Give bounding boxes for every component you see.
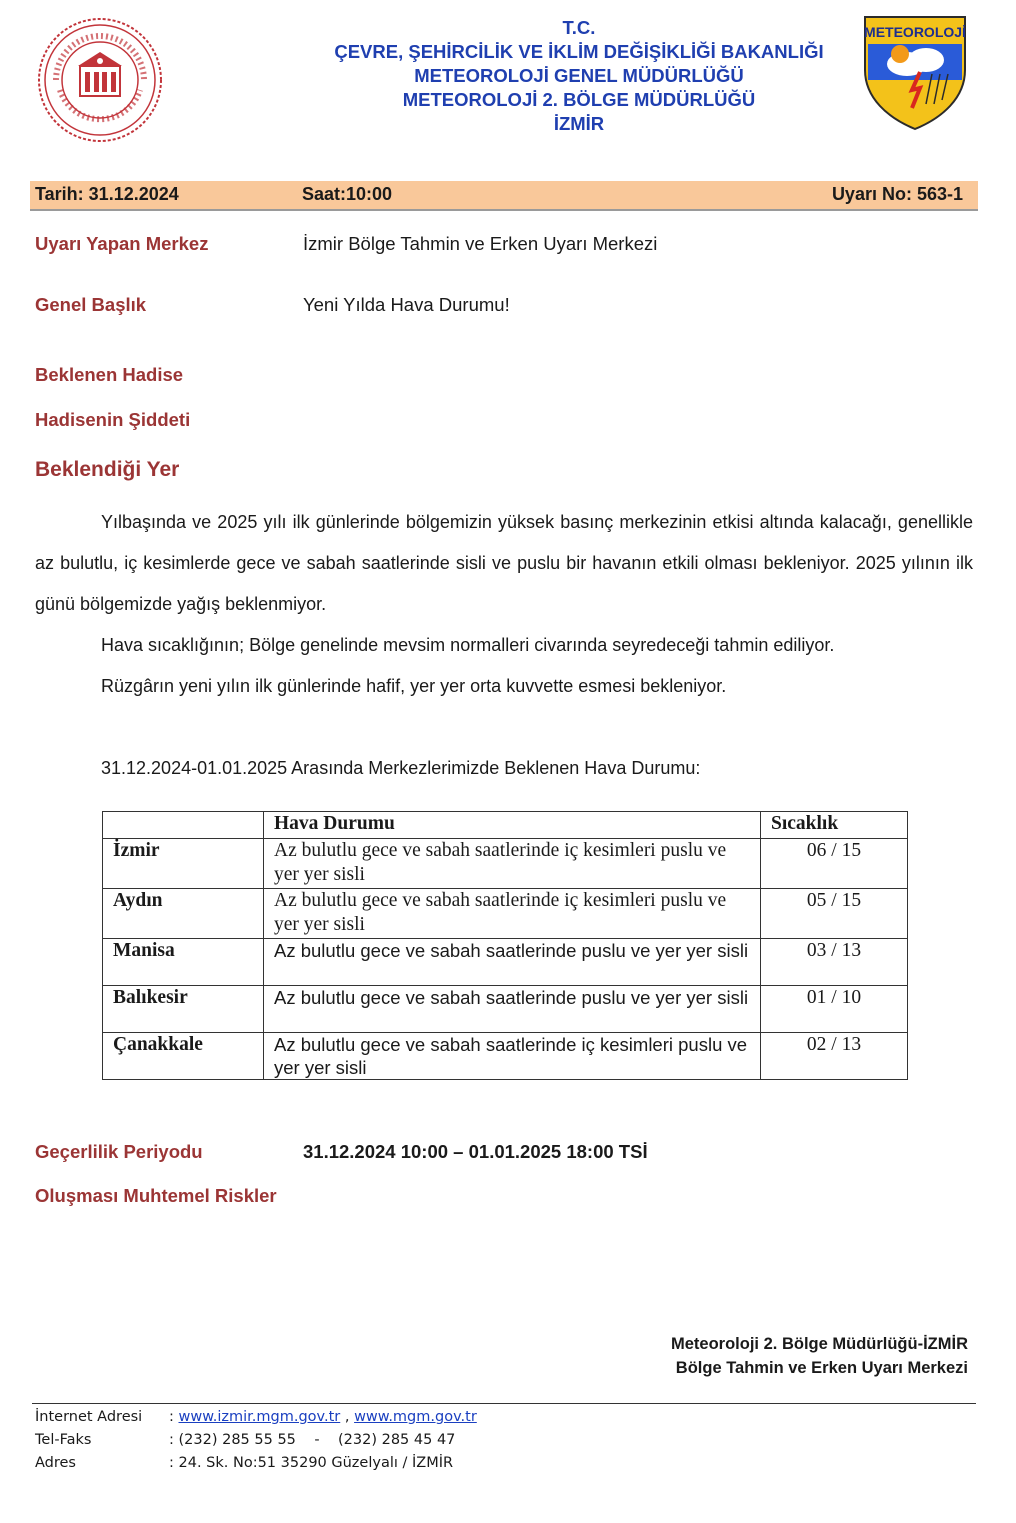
table-row <box>103 986 908 1033</box>
address-value: : 24. Sk. No:51 35290 Güzelyalı / İZMİR <box>169 1455 454 1471</box>
date-label: Tarih: 31.12.2024 <box>35 184 179 204</box>
city-cell: Manisa <box>103 939 264 986</box>
ministry-seal-icon <box>36 16 164 144</box>
web-label: İnternet Adresi <box>35 1409 143 1425</box>
table-row <box>103 889 908 939</box>
city-cell: Çanakkale <box>103 1033 264 1080</box>
logo-text: METEOROLOJİ <box>864 24 966 40</box>
signature-block <box>671 1332 968 1380</box>
header-line-tc: T.C. <box>562 17 596 38</box>
header-line-city: İZMİR <box>553 113 605 134</box>
date-bar <box>30 181 978 211</box>
table-header-condition: Hava Durumu <box>264 812 761 839</box>
footer-divider <box>32 1403 976 1404</box>
validity-value: 31.12.2024 10:00 – 01.01.2025 18:00 TSİ <box>303 1141 648 1162</box>
header-line-ministry: ÇEVRE, ŞEHİRCİLİK VE İKLİM DEĞİŞİKLİĞİ BAKANLIĞI <box>334 41 824 62</box>
web-link-izmir[interactable]: www.izmir.mgm.gov.tr <box>178 1409 341 1425</box>
temperature-cell: 03 / 13 <box>761 939 908 986</box>
city-cell: Balıkesir <box>103 986 264 1033</box>
body-text <box>35 502 973 625</box>
header-title <box>290 16 868 136</box>
condition-cell: Az bulutlu gece ve sabah saatlerinde iç kesimleri puslu ve yer yer sisli <box>264 889 761 939</box>
table-intro: 31.12.2024-01.01.2025 Arasında Merkezlerimizde Beklenen Hava Durumu: <box>101 758 701 778</box>
city-cell: Aydın <box>103 889 264 939</box>
temperature-cell: 05 / 15 <box>761 889 908 939</box>
center-value: İzmir Bölge Tahmin ve Erken Uyarı Merkezi <box>303 233 658 254</box>
web-link-mgm[interactable]: www.mgm.gov.tr <box>354 1409 477 1425</box>
condition-cell: Az bulutlu gece ve sabah saatlerinde iç kesimleri puslu ve yer yer sisli <box>264 1033 761 1080</box>
table-row <box>103 1033 908 1080</box>
paragraph-3: Rüzgârın yeni yılın ilk günlerinde hafif, yer yer orta kuvvette esmesi bekleniyor. <box>101 676 727 696</box>
paragraph-1: Yılbaşında ve 2025 yılı ilk günlerinde bölgemizin yüksek basınç merkezinin etkisi altında kalacağı, genellikle az bulutlu, iç kesimlerde gece ve sabah saatlerinde sisli ve puslu bir havanın etkili olması bekleniyor. 2025 yılının ilk günü bölgemizde yağış beklenmiyor. <box>35 512 973 614</box>
condition-cell: Az bulutlu gece ve sabah saatlerinde puslu ve yer yer sisli <box>264 939 761 986</box>
temperature-cell: 01 / 10 <box>761 986 908 1033</box>
subject-value: Yeni Yılda Hava Durumu! <box>303 294 510 315</box>
web-separator: , <box>344 1409 350 1425</box>
temperature-cell: 06 / 15 <box>761 839 908 889</box>
location-label: Beklendiği Yer <box>35 458 180 481</box>
condition-cell: Az bulutlu gece ve sabah saatlerinde puslu ve yer yer sisli <box>264 986 761 1033</box>
severity-label: Hadisenin Şiddeti <box>35 409 191 430</box>
forecast-table <box>102 811 908 1080</box>
address-label: Adres <box>35 1455 76 1471</box>
meteoroloji-logo-icon <box>862 14 968 132</box>
time-label: Saat:10:00 <box>302 184 393 204</box>
header-line-directorate: METEOROLOJİ GENEL MÜDÜRLÜĞÜ <box>414 65 744 86</box>
temperature-cell: 02 / 13 <box>761 1033 908 1080</box>
subject-label: Genel Başlık <box>35 294 147 315</box>
header-line-region: METEOROLOJİ 2. BÖLGE MÜDÜRLÜĞÜ <box>402 89 756 110</box>
signature-line-2: Bölge Tahmin ve Erken Uyarı Merkezi <box>675 1359 968 1377</box>
table-header-city <box>103 812 264 839</box>
table-header-row <box>103 812 908 839</box>
paragraph-2: Hava sıcaklığının; Bölge genelinde mevsim normalleri civarında seyredeceği tahmin ediliyor. <box>101 635 835 655</box>
table-row <box>103 939 908 986</box>
center-label: Uyarı Yapan Merkez <box>35 233 209 254</box>
validity-label: Geçerlilik Periyodu <box>35 1141 203 1162</box>
phone-value: : (232) 285 55 55 - (232) 285 45 47 <box>169 1432 456 1448</box>
signature-line-1: Meteoroloji 2. Bölge Müdürlüğü-İZMİR <box>671 1335 968 1353</box>
event-label: Beklenen Hadise <box>35 364 184 385</box>
table-row <box>103 839 908 889</box>
condition-cell: Az bulutlu gece ve sabah saatlerinde iç kesimleri puslu ve yer yer sisli <box>264 839 761 889</box>
risks-label: Oluşması Muhtemel Riskler <box>35 1185 277 1206</box>
phone-label: Tel-Faks <box>35 1432 92 1448</box>
warning-number: Uyarı No: 563-1 <box>831 184 963 204</box>
city-cell: İzmir <box>103 839 264 889</box>
table-header-temperature: Sıcaklık <box>761 812 908 839</box>
